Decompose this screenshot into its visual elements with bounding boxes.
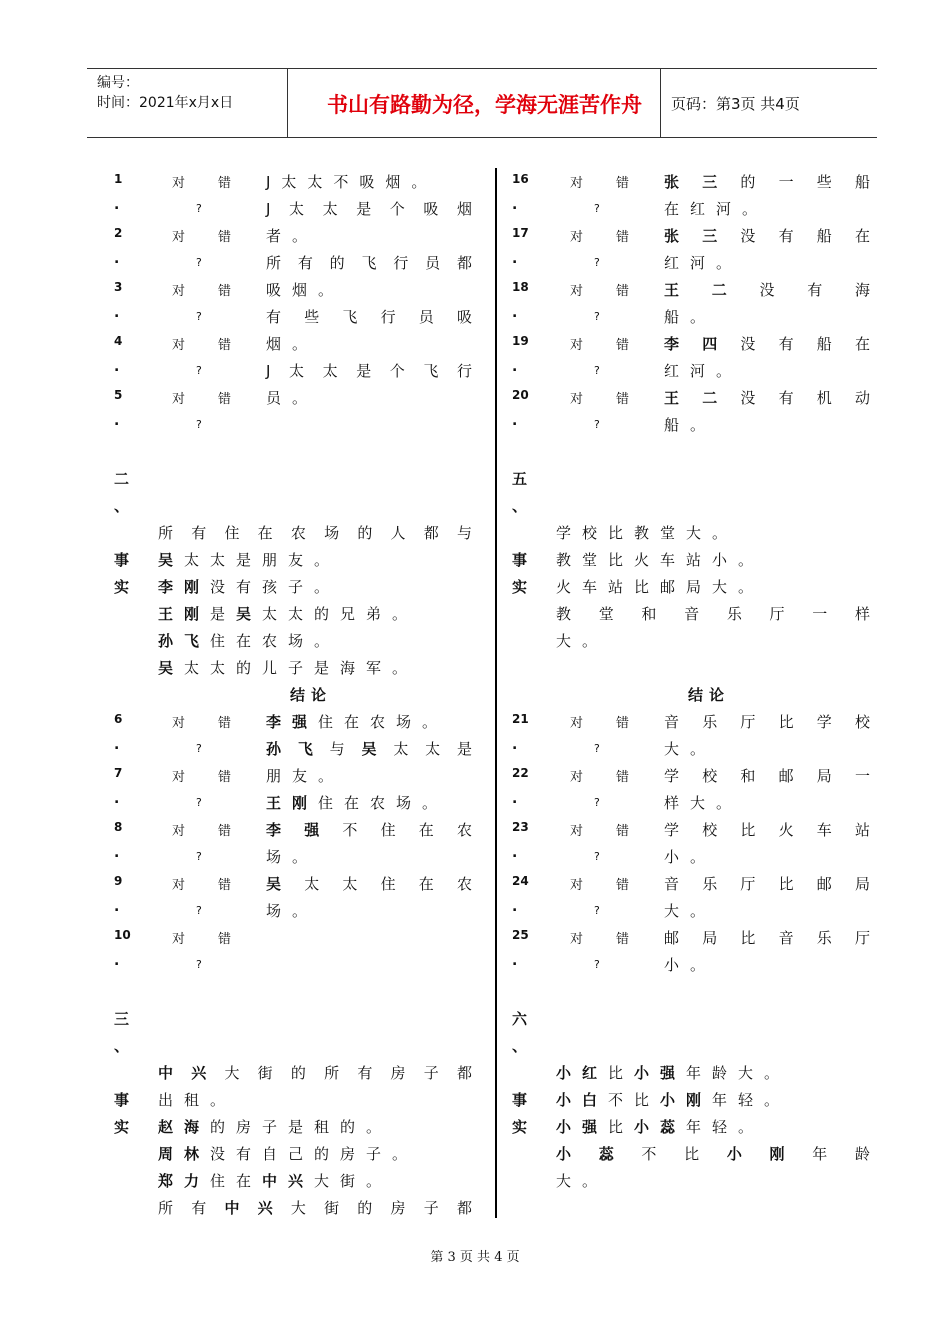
content-row [512, 735, 877, 762]
content-row [512, 897, 877, 924]
content-row [114, 384, 479, 411]
statement-text: J太太是个飞行 [266, 362, 472, 380]
statement-text: 王刚住在农场。 [266, 794, 449, 812]
statement-text: 船。 [664, 416, 717, 434]
statement-text: 学校和邮局一 [664, 767, 870, 785]
false-option[interactable]: 错 [218, 878, 232, 893]
false-option[interactable]: 错 [616, 878, 630, 893]
true-option[interactable]: 对 [570, 176, 584, 191]
statement-text: 邮局比音乐厅 [664, 929, 870, 947]
document-time-label: 时间：2021年x月x日 [97, 95, 234, 111]
content-row [114, 438, 479, 465]
true-option[interactable]: 对 [570, 824, 584, 839]
false-option[interactable]: 错 [218, 230, 232, 245]
answer-mark[interactable]: ? [594, 418, 600, 431]
content-row [114, 1194, 479, 1221]
true-option[interactable]: 对 [172, 230, 186, 245]
content-row [512, 951, 877, 978]
content-row [512, 789, 877, 816]
name-highlight: 孙飞 [158, 632, 211, 650]
false-option[interactable]: 错 [616, 284, 630, 299]
name-highlight: 小强 [556, 1118, 609, 1136]
fact-text: 教堂比火车站小。 [556, 551, 765, 569]
content-row [512, 1167, 877, 1194]
statement-text: 张三没有船在 [664, 227, 870, 245]
section-label: 、 [512, 497, 528, 515]
question-number: 25 [512, 928, 529, 942]
name-highlight: 小强 [634, 1064, 687, 1082]
name-highlight: 小蕊 [634, 1118, 687, 1136]
answer-mark[interactable]: ? [196, 202, 202, 215]
true-option[interactable]: 对 [570, 878, 584, 893]
fact-text: 中兴大街的所有房子都 [158, 1064, 472, 1082]
true-option[interactable]: 对 [570, 230, 584, 245]
content-row [114, 573, 479, 600]
statement-text: 场。 [266, 902, 319, 920]
fact-text: 王刚是吴太太的兄弟。 [158, 605, 419, 623]
answer-mark[interactable]: ? [196, 796, 202, 809]
false-option[interactable]: 错 [218, 176, 232, 191]
answer-mark[interactable]: ? [594, 310, 600, 323]
column-divider [495, 168, 497, 1218]
content-row [512, 276, 877, 303]
section-label: 三 [114, 1010, 130, 1028]
name-highlight: 李强 [266, 821, 343, 839]
true-option[interactable]: 对 [570, 716, 584, 731]
false-option[interactable]: 错 [218, 338, 232, 353]
content-row [512, 654, 877, 681]
name-highlight: 周林 [158, 1145, 211, 1163]
section-label: 、 [114, 497, 130, 515]
statement-text: 大。 [664, 902, 717, 920]
false-option[interactable]: 错 [218, 824, 232, 839]
question-number: 7 [114, 766, 123, 780]
false-option[interactable]: 错 [616, 716, 630, 731]
content-row [114, 519, 479, 546]
content-row [512, 1086, 877, 1113]
question-number-dot: . [114, 251, 120, 267]
content-row [114, 1059, 479, 1086]
name-highlight: 孙飞 [266, 740, 330, 758]
answer-mark[interactable]: ? [594, 904, 600, 917]
content-row [114, 870, 479, 897]
section-label: 实 [114, 578, 130, 596]
page-header [87, 68, 877, 138]
section-label: 实 [114, 1118, 130, 1136]
statement-text: 张三的一些船 [664, 173, 870, 191]
content-row [512, 1059, 877, 1086]
true-option[interactable]: 对 [172, 770, 186, 785]
question-number: 5 [114, 388, 123, 402]
false-option[interactable]: 错 [616, 932, 630, 947]
content-row [114, 1113, 479, 1140]
content-row [512, 681, 877, 708]
content-row [114, 843, 479, 870]
true-option[interactable]: 对 [172, 284, 186, 299]
content-row [512, 222, 877, 249]
content-row [114, 789, 479, 816]
answer-mark[interactable]: ? [594, 202, 600, 215]
true-option[interactable]: 对 [172, 176, 186, 191]
false-option[interactable]: 错 [218, 770, 232, 785]
content-row [114, 1005, 479, 1032]
true-option[interactable]: 对 [172, 932, 186, 947]
statement-text: J太太不吸烟。 [266, 173, 438, 191]
content-row [114, 411, 479, 438]
name-highlight: 张三 [664, 173, 741, 191]
content-row [114, 357, 479, 384]
content-row [114, 951, 479, 978]
statement-text: 李强不住在农 [266, 821, 472, 839]
question-number-dot: . [512, 305, 518, 321]
true-option[interactable]: 对 [172, 824, 186, 839]
content-row [114, 195, 479, 222]
question-number-dot: . [114, 899, 120, 915]
question-number-dot: . [512, 737, 518, 753]
fact-text: 吴太太的儿子是海军。 [158, 659, 419, 677]
section-label: 、 [114, 1037, 130, 1055]
name-highlight: 吴 [266, 875, 305, 893]
answer-mark[interactable]: ? [594, 256, 600, 269]
section-label: 事 [114, 551, 130, 569]
fact-text: 大。 [556, 632, 609, 650]
question-number-dot: . [512, 251, 518, 267]
statement-text: 场。 [266, 848, 319, 866]
true-option[interactable]: 对 [570, 392, 584, 407]
fact-text: 李刚没有孩子。 [158, 578, 341, 596]
statement-text: 大。 [664, 740, 717, 758]
right-column [512, 168, 877, 1194]
statement-text: 在红河。 [664, 200, 769, 218]
answer-mark[interactable]: ? [594, 850, 600, 863]
statement-text: 红河。 [664, 254, 743, 272]
answer-mark[interactable]: ? [196, 742, 202, 755]
section-label: 事 [512, 551, 528, 569]
fact-text: 所有住在农场的人都与 [158, 524, 472, 542]
question-number: 16 [512, 172, 529, 186]
answer-mark[interactable]: ? [594, 742, 600, 755]
question-number: 10 [114, 928, 131, 942]
content-row [512, 546, 877, 573]
header-motto: 书山有路勤为径，学海无涯苦作舟 [327, 93, 642, 117]
content-row [512, 492, 877, 519]
fact-text: 赵海的房子是租的。 [158, 1118, 393, 1136]
content-row [512, 249, 877, 276]
content-row [114, 897, 479, 924]
answer-mark[interactable]: ? [196, 418, 202, 431]
false-option[interactable]: 错 [218, 392, 232, 407]
header-page-code: 页码：第3页 共4页 [671, 95, 800, 113]
name-highlight: 小蕊 [556, 1145, 642, 1163]
question-number-dot: . [512, 359, 518, 375]
statement-text: 者。 [266, 227, 319, 245]
fact-text: 郑力住在中兴大街。 [158, 1172, 393, 1190]
question-number-dot: . [114, 359, 120, 375]
content-row [114, 546, 479, 573]
content-row [512, 519, 877, 546]
content-row [114, 330, 479, 357]
content-row [114, 1086, 479, 1113]
name-highlight: 李强 [266, 713, 319, 731]
statement-text: 音乐厅比邮局 [664, 875, 870, 893]
question-number: 21 [512, 712, 529, 726]
true-option[interactable]: 对 [172, 338, 186, 353]
statement-text: 学校比火车站 [664, 821, 870, 839]
content-row [114, 978, 479, 1005]
content-row [114, 249, 479, 276]
content-row [512, 924, 877, 951]
content-row [512, 330, 877, 357]
question-number-dot: . [114, 305, 120, 321]
question-number: 2 [114, 226, 123, 240]
name-highlight: 李四 [664, 335, 741, 353]
question-number: 19 [512, 334, 529, 348]
question-number: 1 [114, 172, 123, 186]
content-row [114, 600, 479, 627]
question-number-dot: . [114, 197, 120, 213]
name-highlight: 小刚 [726, 1145, 813, 1163]
question-number: 4 [114, 334, 123, 348]
name-highlight: 王刚 [158, 605, 211, 623]
true-option[interactable]: 对 [172, 878, 186, 893]
section-label: 、 [512, 1037, 528, 1055]
statement-text: 小。 [664, 848, 717, 866]
question-number: 17 [512, 226, 529, 240]
content-row [512, 1140, 877, 1167]
content-row [512, 762, 877, 789]
content-row [114, 816, 479, 843]
statement-text: 所有的飞行员都 [266, 254, 472, 272]
fact-text: 孙飞住在农场。 [158, 632, 341, 650]
fact-text: 小强比小蕊年轻。 [556, 1118, 765, 1136]
answer-mark[interactable]: ? [594, 796, 600, 809]
content-row [114, 492, 479, 519]
statement-text: 红河。 [664, 362, 743, 380]
content-row [512, 384, 877, 411]
content-row [512, 627, 877, 654]
name-highlight: 中兴 [262, 1172, 315, 1190]
fact-text: 吴太太是朋友。 [158, 551, 341, 569]
false-option[interactable]: 错 [616, 338, 630, 353]
content-row [512, 303, 877, 330]
statement-text: 音乐厅比学校 [664, 713, 870, 731]
name-highlight: 吴 [236, 605, 263, 623]
content-row [512, 978, 877, 1005]
content-row [512, 411, 877, 438]
name-highlight: 王二 [664, 281, 760, 299]
content-row [512, 465, 877, 492]
name-highlight: 郑力 [158, 1172, 211, 1190]
false-option[interactable]: 错 [218, 932, 232, 947]
fact-text: 大。 [556, 1172, 609, 1190]
statement-text: 朋友。 [266, 767, 345, 785]
question-number-dot: . [114, 791, 120, 807]
content-row [512, 1113, 877, 1140]
statement-text: 有些飞行员吸 [266, 308, 472, 326]
answer-mark[interactable]: ? [196, 904, 202, 917]
content-row [512, 843, 877, 870]
true-option[interactable]: 对 [172, 392, 186, 407]
question-number: 8 [114, 820, 123, 834]
question-number: 6 [114, 712, 123, 726]
content-row [114, 735, 479, 762]
question-number-dot: . [512, 845, 518, 861]
true-option[interactable]: 对 [570, 932, 584, 947]
header-divider [660, 69, 661, 137]
statement-text: 小。 [664, 956, 717, 974]
question-number-dot: . [512, 413, 518, 429]
statement-text: 王二没有机动 [664, 389, 870, 407]
false-option[interactable]: 错 [616, 392, 630, 407]
name-highlight: 中兴 [158, 1064, 225, 1082]
false-option[interactable]: 错 [616, 176, 630, 191]
question-number: 20 [512, 388, 529, 402]
name-highlight: 赵海 [158, 1118, 211, 1136]
content-row [114, 762, 479, 789]
statement-text: 吴太太住在农 [266, 875, 472, 893]
true-option[interactable]: 对 [570, 284, 584, 299]
question-number-dot: . [114, 845, 120, 861]
header-meta [97, 73, 233, 113]
fact-text: 火车站比邮局大。 [556, 578, 765, 596]
name-highlight: 张三 [664, 227, 741, 245]
statement-text: 员。 [266, 389, 319, 407]
true-option[interactable]: 对 [172, 716, 186, 731]
name-highlight: 吴 [158, 551, 185, 569]
statement-text: J太太是个吸烟 [266, 200, 472, 218]
statement-text: 李强住在农场。 [266, 713, 449, 731]
fact-text: 小红比小强年龄大。 [556, 1064, 791, 1082]
fact-text: 教堂和音乐厅一样 [556, 605, 870, 623]
content-row [512, 357, 877, 384]
content-row [114, 465, 479, 492]
name-highlight: 吴 [158, 659, 185, 677]
question-number: 24 [512, 874, 529, 888]
content-row [512, 816, 877, 843]
question-number: 9 [114, 874, 123, 888]
statement-text: 吸烟。 [266, 281, 345, 299]
answer-mark[interactable]: ? [594, 958, 600, 971]
statement-text: 船。 [664, 308, 717, 326]
content-row [114, 627, 479, 654]
false-option[interactable]: 错 [616, 230, 630, 245]
statement-text: 李四没有船在 [664, 335, 870, 353]
content-row [114, 1140, 479, 1167]
name-highlight: 小刚 [660, 1091, 713, 1109]
answer-mark[interactable]: ? [594, 364, 600, 377]
section-label: 二 [114, 470, 130, 488]
question-number-dot: . [114, 737, 120, 753]
section-label: 六 [512, 1010, 528, 1028]
content-row [512, 1032, 877, 1059]
fact-text: 所有中兴大街的房子都 [158, 1199, 472, 1217]
fact-text: 小白不比小刚年轻。 [556, 1091, 791, 1109]
conclusion-heading: 结论 [687, 686, 730, 704]
statement-text: 样大。 [664, 794, 743, 812]
content-row [512, 438, 877, 465]
fact-text: 周林没有自己的房子。 [158, 1145, 419, 1163]
fact-text: 学校比教堂大。 [556, 524, 739, 542]
content-row [114, 924, 479, 951]
question-number-dot: . [114, 413, 120, 429]
content-row [512, 168, 877, 195]
false-option[interactable]: 错 [218, 284, 232, 299]
true-option[interactable]: 对 [570, 338, 584, 353]
question-number: 22 [512, 766, 529, 780]
content-row [512, 600, 877, 627]
content-row [114, 276, 479, 303]
page-footer: 第 3 页 共 4 页 [430, 1250, 520, 1265]
statement-text: 烟。 [266, 335, 319, 353]
content-row [512, 1005, 877, 1032]
section-label: 事 [512, 1091, 528, 1109]
false-option[interactable]: 错 [616, 824, 630, 839]
true-option[interactable]: 对 [570, 770, 584, 785]
name-highlight: 李刚 [158, 578, 211, 596]
section-label: 实 [512, 1118, 528, 1136]
content-row [114, 222, 479, 249]
fact-text: 出租。 [158, 1091, 237, 1109]
question-number-dot: . [512, 791, 518, 807]
content-row [114, 654, 479, 681]
statement-text: 孙飞与吴太太是 [266, 740, 472, 758]
section-label: 五 [512, 470, 528, 488]
answer-mark[interactable]: ? [196, 958, 202, 971]
section-label: 事 [114, 1091, 130, 1109]
statement-text: 王二没有海 [664, 281, 870, 299]
left-column [114, 168, 479, 1221]
question-number-dot: . [512, 953, 518, 969]
name-highlight: 吴 [361, 740, 394, 758]
answer-mark[interactable]: ? [196, 310, 202, 323]
question-number-dot: . [512, 899, 518, 915]
header-divider [287, 69, 288, 137]
fact-text: 小蕊不比小刚年龄 [556, 1145, 870, 1163]
false-option[interactable]: 错 [616, 770, 630, 785]
answer-mark[interactable]: ? [196, 850, 202, 863]
content-row [114, 1032, 479, 1059]
name-highlight: 中兴 [224, 1199, 291, 1217]
conclusion-heading: 结论 [289, 686, 332, 704]
content-row [114, 708, 479, 735]
content-row [114, 303, 479, 330]
document-number-label: 编号： [97, 75, 139, 91]
question-number-dot: . [512, 197, 518, 213]
content-row [114, 1167, 479, 1194]
content-row [114, 168, 479, 195]
content-row [512, 708, 877, 735]
answer-mark[interactable]: ? [196, 364, 202, 377]
content-row [114, 681, 479, 708]
name-highlight: 小红 [556, 1064, 609, 1082]
false-option[interactable]: 错 [218, 716, 232, 731]
question-number: 23 [512, 820, 529, 834]
section-label: 实 [512, 578, 528, 596]
content-row [512, 573, 877, 600]
content-row [512, 195, 877, 222]
content-row [512, 870, 877, 897]
question-number: 3 [114, 280, 123, 294]
question-number-dot: . [114, 953, 120, 969]
answer-mark[interactable]: ? [196, 256, 202, 269]
name-highlight: 小白 [556, 1091, 609, 1109]
question-number: 18 [512, 280, 529, 294]
name-highlight: 王刚 [266, 794, 319, 812]
name-highlight: 王二 [664, 389, 741, 407]
